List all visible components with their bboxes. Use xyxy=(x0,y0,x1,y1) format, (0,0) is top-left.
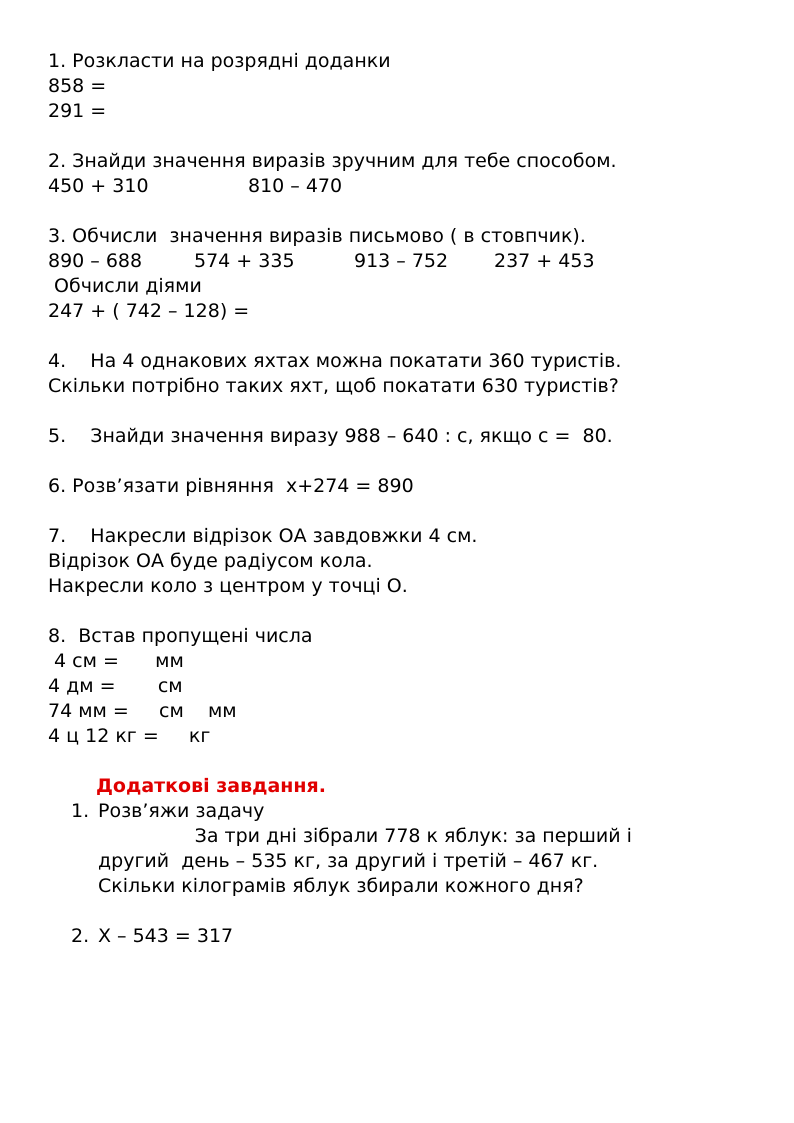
task8-title: 8. Встав пропущені числа xyxy=(48,625,313,647)
document-page xyxy=(48,49,768,949)
task1-line: 858 = xyxy=(48,75,107,97)
task4-line: Скільки потрібно таких яхт, щоб покатати 630 туристів? xyxy=(48,375,619,397)
extra-item-text: Х – 543 = 317 xyxy=(98,925,234,947)
task7-line: Відрізок ОА буде радіусом кола. xyxy=(48,550,373,572)
extra-item-text: За три дні зібрали 778 к яблук: за перший і xyxy=(98,825,632,847)
task3-sub-expr: 247 + ( 742 – 128) = xyxy=(48,300,250,322)
task3-title: 3. Обчисли значення виразів письмово ( в стовпчик). xyxy=(48,225,586,247)
task2-expr-a: 450 + 310 xyxy=(48,175,149,197)
task1-title: 1. Розкласти на розрядні доданки xyxy=(48,50,391,72)
extra-item-number: 1. xyxy=(71,800,90,822)
task8-line: 4 ц 12 кг = кг xyxy=(48,725,211,747)
task7-line: 7. Накресли відрізок ОА завдовжки 4 см. xyxy=(48,525,478,547)
extra-item-number: 2. xyxy=(71,925,90,947)
task3-expr: 890 – 688 xyxy=(48,250,143,272)
task1-line: 291 = xyxy=(48,100,107,122)
extra-title: Додаткові завдання. xyxy=(96,775,326,797)
task3-subtitle: Обчисли діями xyxy=(48,275,202,297)
extra-item-1 xyxy=(48,799,768,899)
extra-item-text: другий день – 535 кг, за другий і третій – 467 кг. xyxy=(98,850,599,872)
task3-expressions xyxy=(48,249,768,274)
task5-line: 5. Знайди значення виразу 988 – 640 : с, якщо с = 80. xyxy=(48,425,613,447)
task8-line: 4 дм = см xyxy=(48,675,183,697)
task3-expr: 574 + 335 xyxy=(194,250,295,272)
extra-item-text: Розв’яжи задачу xyxy=(98,800,265,822)
task4-line: 4. На 4 однакових яхтах можна покатати 360 туристів. xyxy=(48,350,622,372)
task8-line: 74 мм = см мм xyxy=(48,700,237,722)
task2-expressions xyxy=(48,174,768,199)
task8-line: 4 см = мм xyxy=(48,650,184,672)
task7-line: Накресли коло з центром у точці О. xyxy=(48,575,408,597)
task3-expr: 237 + 453 xyxy=(494,250,595,272)
task6-line: 6. Розв’язати рівняння х+274 = 890 xyxy=(48,475,414,497)
extra-item-text: Скільки кілограмів яблук збирали кожного дня? xyxy=(98,875,584,897)
task3-expr: 913 – 752 xyxy=(354,250,449,272)
task2-title: 2. Знайди значення виразів зручним для тебе способом. xyxy=(48,150,617,172)
task2-expr-b: 810 – 470 xyxy=(248,175,343,197)
extra-item-2 xyxy=(48,924,768,949)
